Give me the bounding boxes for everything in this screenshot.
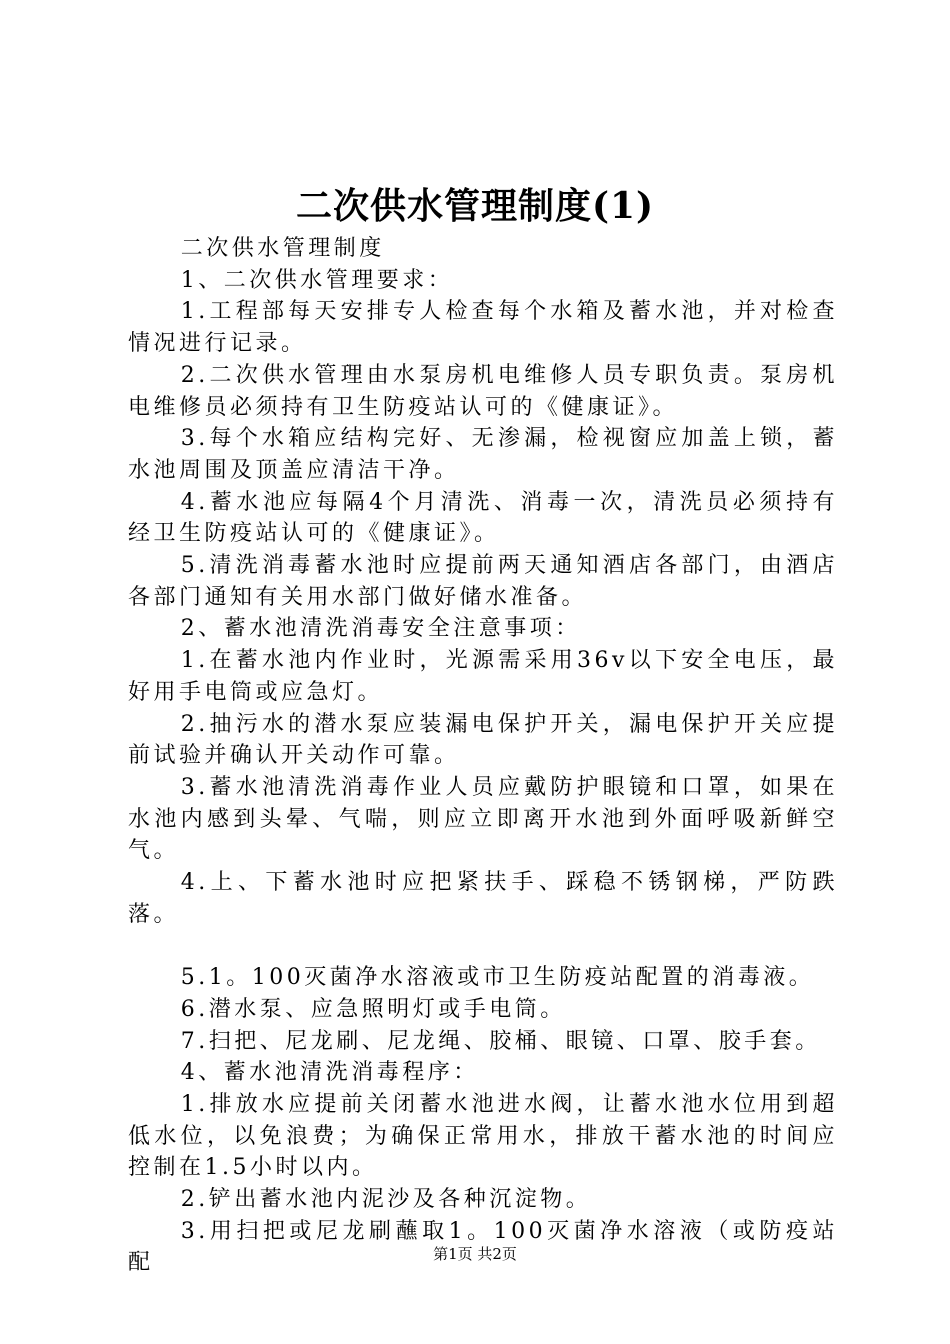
paragraph: 7.扫把、尼龙刷、尼龙绳、胶桶、眼镜、口罩、胶手套。 — [180, 1028, 821, 1054]
document-title: 二次供水管理制度(1) — [295, 185, 655, 227]
section-heading: 4、蓄水池清洗消毒程序： — [180, 1060, 479, 1086]
paragraph: 3.用扫把或尼龙刷蘸取1。100灭菌净水溶液（或防疫站配 — [128, 1218, 838, 1276]
section-heading: 1、二次供水管理要求： — [180, 267, 454, 293]
blank-line — [128, 930, 838, 962]
paragraph: 2.铲出蓄水池内泥沙及各种沉淀物。 — [180, 1187, 592, 1213]
paragraph: 3.蓄水池清洗消毒作业人员应戴防护眼镜和口罩，如果在水池内感到头晕、气喘，则应立即离开水池到外面呼吸新鲜空气。 — [128, 774, 838, 864]
paragraph: 1.排放水应提前关闭蓄水池进水阀，让蓄水池水位用到超低水位，以免浪费；为确保正常用水，排放干蓄水池的时间应控制在1.5小时以内。 — [128, 1091, 838, 1181]
paragraph: 3.每个水箱应结构完好、无渗漏，检视窗应加盖上锁，蓄水池周围及顶盖应清洁干净。 — [128, 426, 838, 483]
paragraph: 5.清洗消毒蓄水池时应提前两天通知酒店各部门，由酒店各部门通知有关用水部门做好储水准备。 — [128, 553, 838, 610]
paragraph: 4.上、下蓄水池时应把紧扶手、踩稳不锈钢梯，严防跌落。 — [128, 870, 838, 927]
paragraph: 6.潜水泵、应急照明灯或手电筒。 — [180, 996, 566, 1022]
document-body — [128, 233, 838, 1279]
paragraph: 2.二次供水管理由水泵房机电维修人员专职负责。泵房机电维修员必须持有卫生防疫站认可的《健康证》。 — [128, 362, 838, 420]
paragraph: 1.工程部每天安排专人检查每个水箱及蓄水池，并对检查情况进行记录。 — [128, 299, 838, 357]
paragraph: 2.抽污水的潜水泵应装漏电保护开关，漏电保护开关应提前试验并确认开关动作可靠。 — [128, 711, 838, 769]
section-heading: 2、蓄水池清洗消毒安全注意事项： — [180, 616, 581, 642]
page-footer: 第1页 共2页 — [433, 1245, 517, 1263]
paragraph: 二次供水管理制度 — [180, 236, 385, 261]
paragraph: 1.在蓄水池内作业时，光源需采用36v以下安全电压，最好用手电筒或应急灯。 — [128, 648, 838, 705]
paragraph: 4.蓄水池应每隔4个月清洗、消毒一次，清洗员必须持有经卫生防疫站认可的《健康证》。 — [128, 489, 838, 547]
paragraph: 5.1。100灭菌净水溶液或市卫生防疫站配置的消毒液。 — [180, 965, 815, 991]
